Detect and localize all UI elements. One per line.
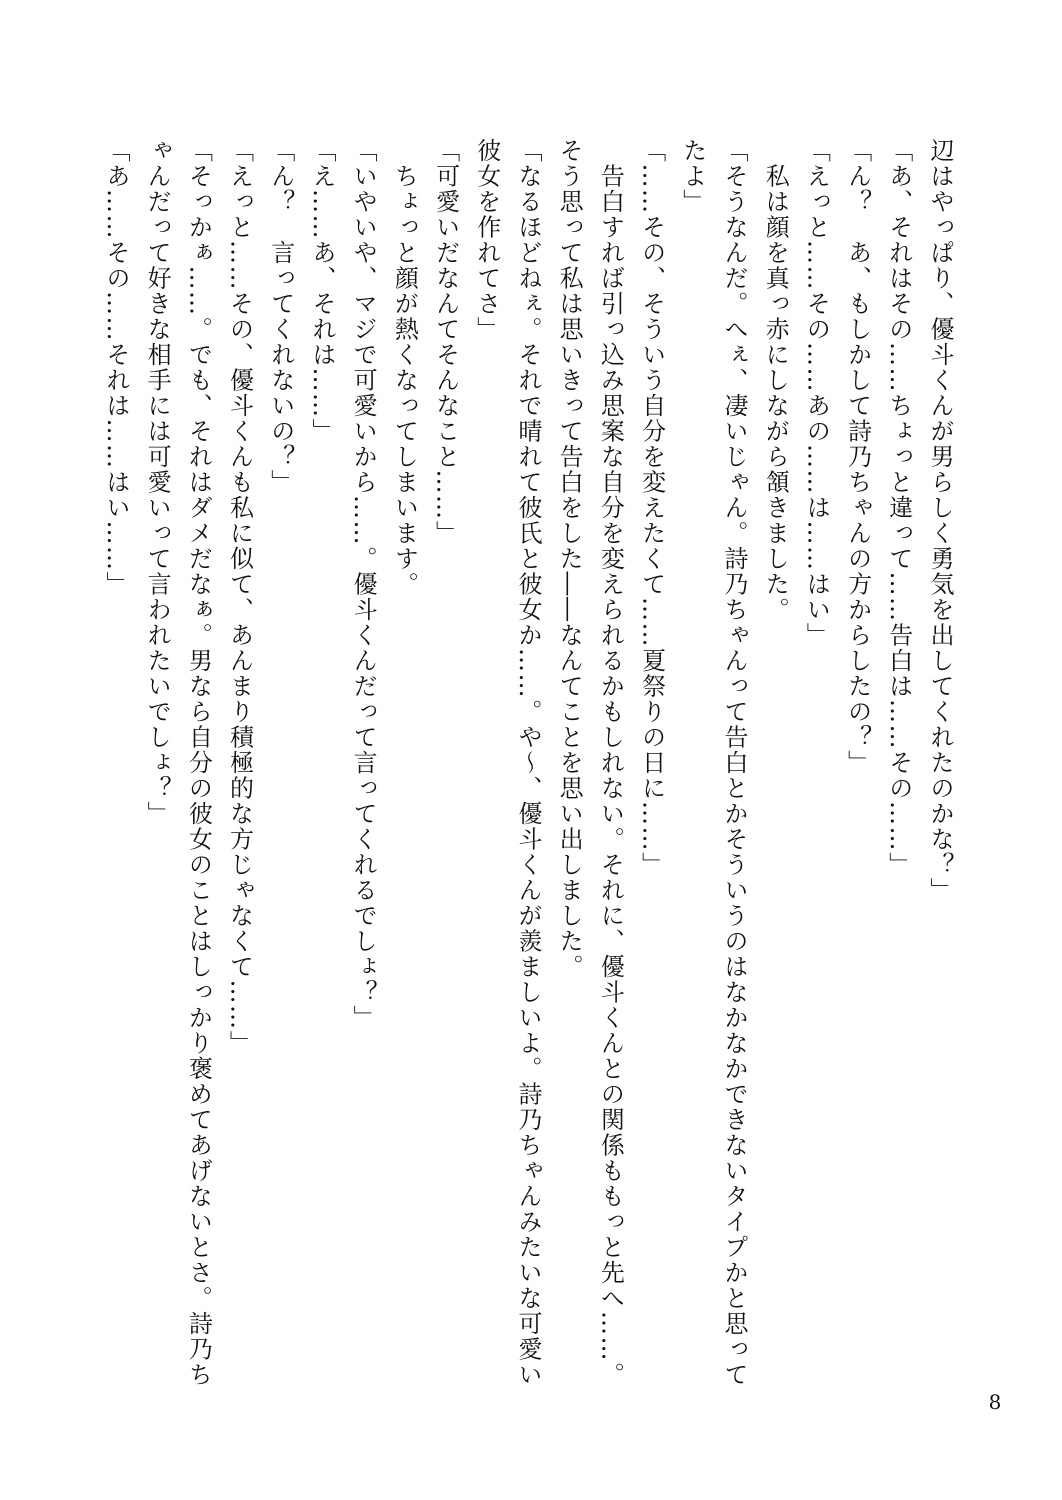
text-line: 「可愛いだなんてそんなこと……」 bbox=[431, 138, 460, 546]
text-line: 告白すれば引っ込み思案な自分を変えられるかもしれない。それに、優斗くんとの関係ももっと先へ……。 bbox=[596, 138, 625, 1388]
text-line: 「え……あ、それは……」 bbox=[307, 138, 336, 444]
text-line: 「ん？ あ、もしかして詩乃ちゃんの方からしたの？」 bbox=[843, 138, 872, 776]
text-line: 「ん？ 言ってくれないの？」 bbox=[266, 138, 295, 495]
text-line: 「そっかぁ……。でも、それはダメだなぁ。男なら自分の彼女のことはしっかり褒めてあげないとさ。詩乃ち bbox=[184, 138, 213, 1388]
text-line: そう思って私は思いきって告白をした――なんてことを思い出しました。 bbox=[555, 138, 584, 980]
text-line: 辺はやっぱり、優斗くんが男らしく勇気を出してくれたのかな？」 bbox=[926, 138, 954, 903]
text-line: 「えっと……その……あの……は……はい」 bbox=[802, 138, 831, 648]
text-line: ちょっと顔が熱くなってしまいます。 bbox=[390, 138, 419, 597]
text-line: 「なるほどねぇ。それで晴れて彼氏と彼女か……。や～、優斗くんが羨ましいよ。詩乃ちゃんみたいな可愛い bbox=[513, 138, 542, 1388]
text-line: ゃんだって好きな相手には可愛いって言われたいでしょ？」 bbox=[143, 138, 172, 827]
text-line: 「えっと……その、優斗くんも私に似て、あんまり積極的な方じゃなくて……」 bbox=[225, 138, 254, 1056]
text-line: 「あ、それはその……ちょっと違って……告白は……その……」 bbox=[884, 138, 913, 878]
text-line: 「あ……その……それは……はい……」 bbox=[101, 138, 130, 597]
page-number: 8 bbox=[988, 1390, 1002, 1414]
text-line: 「……その、そういう自分を変えたくて……夏祭りの日に……」 bbox=[637, 138, 666, 878]
text-line: たよ」 bbox=[678, 138, 707, 215]
text-line: 「いやいや、マジで可愛いから……。優斗くんだって言ってくれるでしょ？」 bbox=[349, 138, 378, 1031]
text-line: 「そうなんだ。へぇ、凄いじゃん。詩乃ちゃんって告白とかそういうのはなかなかできないタイプかと思って bbox=[719, 138, 748, 1388]
text-line: 彼女を作れてさ」 bbox=[472, 138, 501, 342]
text-line: 私は顔を真っ赤にしながら頷きました。 bbox=[761, 138, 790, 623]
body-text bbox=[101, 138, 960, 1388]
